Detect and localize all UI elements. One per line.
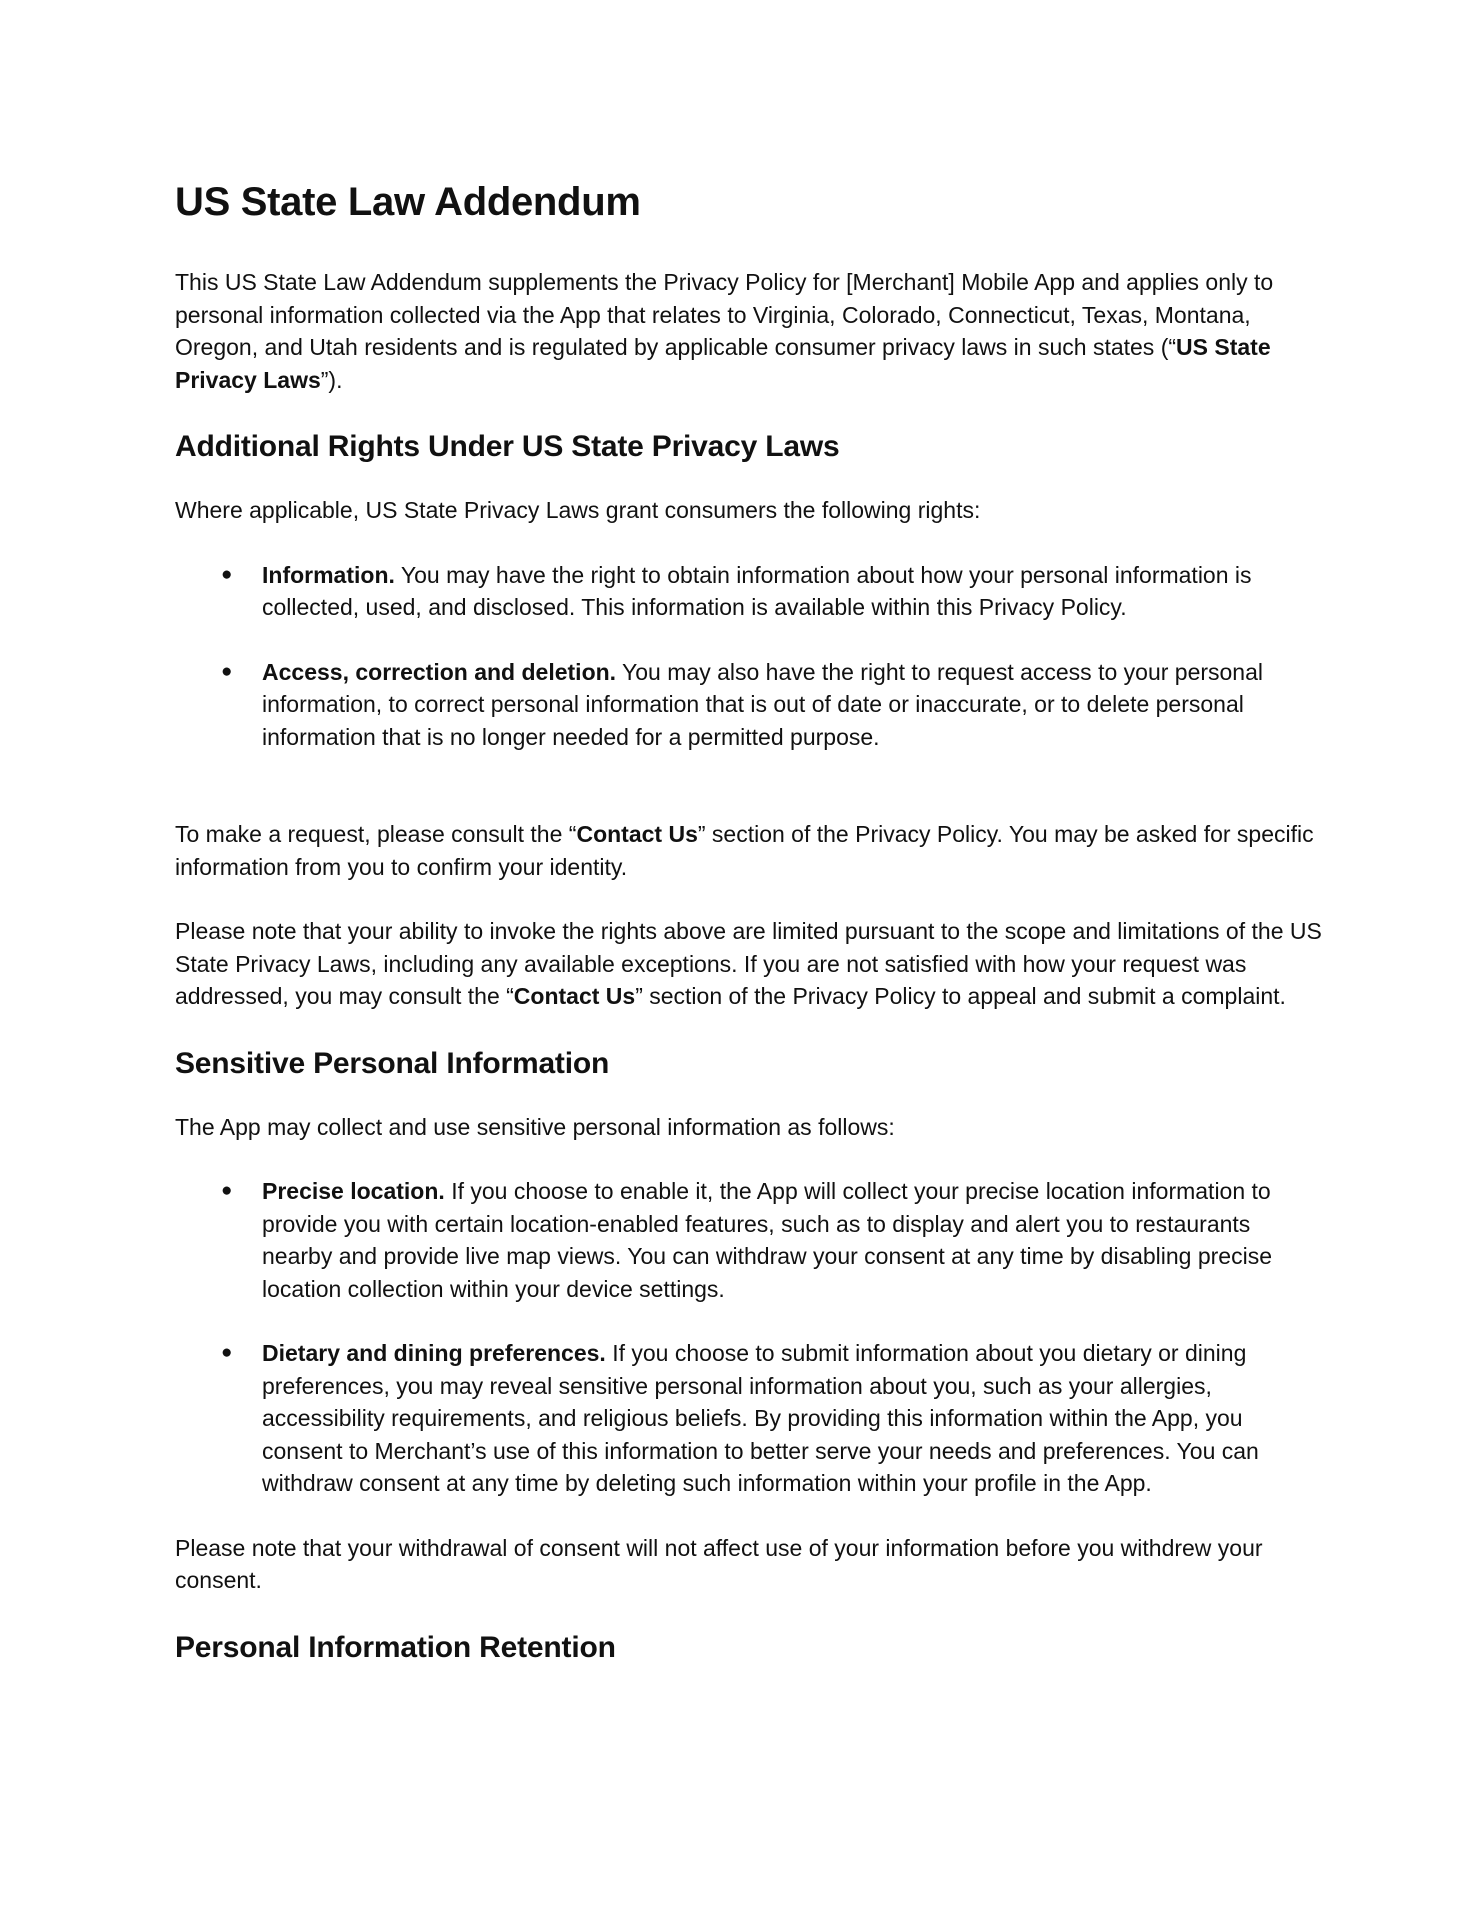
limitations-text-end: ” section of the Privacy Policy to appeal and submit a complaint. — [635, 983, 1286, 1009]
document-page — [175, 178, 1325, 1695]
request-text-end: ” section of the Privacy Policy. You may be asked for specific information from you to confirm your identity. — [175, 821, 1314, 880]
list-item-text: If you choose to submit information about you dietary or dining preferences, you may reveal sensitive personal information about you, such as your allergies, accessibility requirements, and religious beliefs. By providing this information within the App, you consent to Merchant’s use of this information to better serve your needs and preferences. You can withdraw consent at any time by deleting such information within your profile in the App. — [262, 1340, 1259, 1496]
list-item — [175, 1175, 1325, 1305]
bullet-icon: ● — [221, 1342, 233, 1363]
list-item-term: Dietary and dining preferences. — [262, 1340, 606, 1366]
intro-defined-term: US State Privacy Laws — [175, 334, 1271, 393]
request-text-start: To make a request, please consult the “ — [175, 821, 577, 847]
list-item — [175, 1337, 1325, 1500]
withdrawal-note: Please note that your withdrawal of consent will not affect use of your information before you withdrew your consent. — [175, 1534, 1263, 1593]
sensitive-list — [175, 1175, 1325, 1500]
limitations-paragraph — [175, 915, 1325, 1013]
list-item-term: Information. — [262, 561, 395, 588]
list-item — [175, 559, 1325, 624]
page-title: US State Law Addendum — [175, 180, 641, 224]
list-item — [175, 656, 1325, 754]
bullet-icon: ● — [221, 1180, 233, 1201]
list-item-term: Precise location. — [262, 1178, 445, 1204]
list-item-text: If you choose to enable it, the App will collect your precise location information to provide you with certain location-enabled features, such as to display and alert you to restaurants nearby and provide live map views. You can withdraw your consent at any time by disabling precise location collection within your device settings. — [262, 1178, 1273, 1302]
contact-us-reference: Contact Us — [513, 983, 636, 1009]
contact-us-reference: Contact Us — [576, 821, 698, 847]
bullet-icon: ● — [221, 660, 233, 682]
rights-heading: Additional Rights Under US State Privacy Laws — [175, 430, 840, 463]
sensitive-heading: Sensitive Personal Information — [175, 1046, 610, 1080]
intro-paragraph — [175, 266, 1325, 396]
intro-text-end: ”). — [320, 366, 343, 393]
sensitive-lead: The App may collect and use sensitive personal information as follows: — [175, 1113, 895, 1140]
retention-heading: Personal Information Retention — [175, 1630, 616, 1664]
rights-list — [175, 559, 1325, 754]
list-item-text: You may also have the right to request access to your personal information, to correct personal information that is out of date or inaccurate, or to delete personal information that is no longer needed for a permitted purpose. — [262, 658, 1264, 750]
request-paragraph — [175, 818, 1325, 883]
rights-lead: Where applicable, US State Privacy Laws grant consumers the following rights: — [175, 497, 981, 523]
list-item-text: You may have the right to obtain information about how your personal information is collected, used, and disclosed. This information is available within this Privacy Policy. — [262, 561, 1252, 620]
list-item-term: Access, correction and deletion. — [262, 658, 617, 685]
bullet-icon: ● — [221, 563, 233, 585]
limitations-text-start: Please note that your ability to invoke the rights above are limited pursuant to the scope and limitations of the US State Privacy Laws, including any available exceptions. If you are not satisfied with how your request was addressed, you may consult the “ — [175, 918, 1322, 1009]
intro-text-start: This US State Law Addendum supplements the Privacy Policy for [Merchant] Mobile App and applies only to personal information collected via the App that relates to Virginia, Colorado, Connecticut, Texas, Montana, Oregon, and Utah residents and is regulated by applicable consumer privacy laws in such states (“ — [175, 269, 1274, 360]
